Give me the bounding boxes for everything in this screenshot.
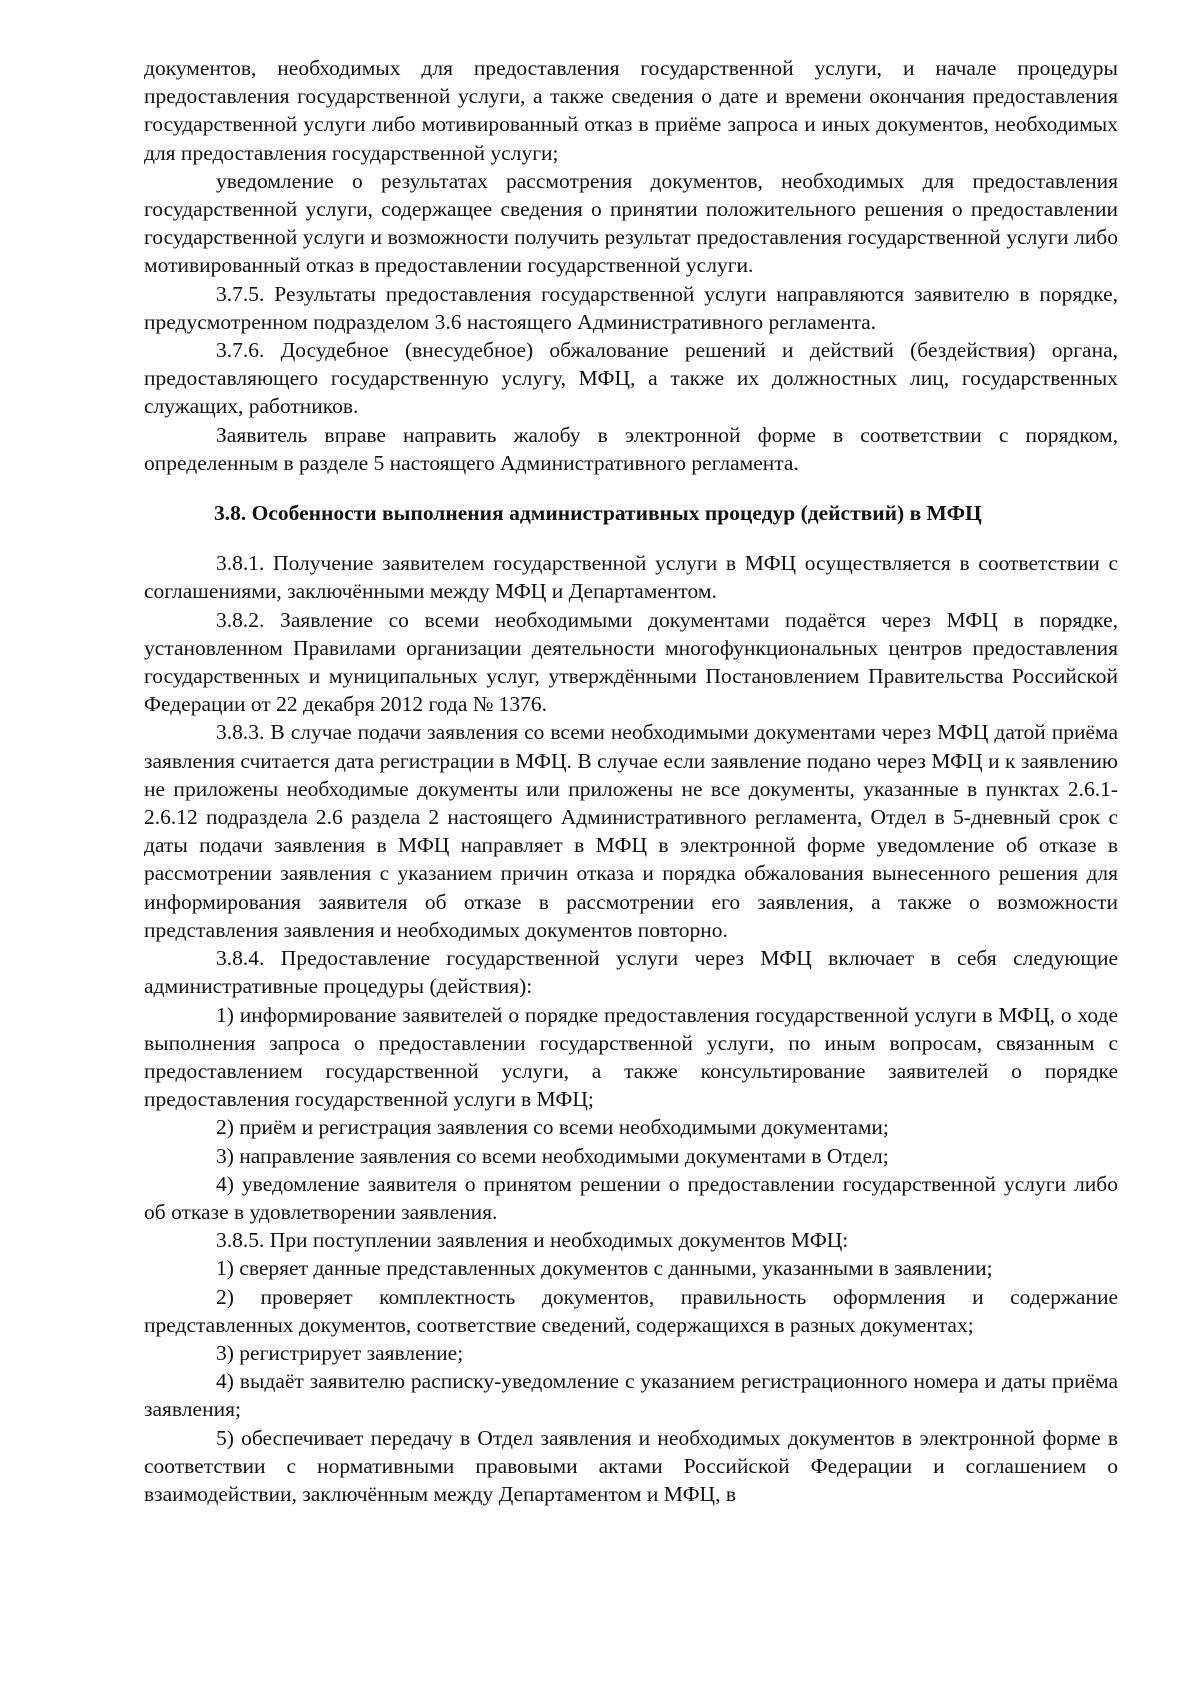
paragraph: 3.7.6. Досудебное (внесудебное) обжалование решений и действий (бездействия) органа, предоставляющего государственную услугу, МФЦ, а также их должностных лиц, государственных служащих, работников. bbox=[144, 338, 1118, 419]
paragraph: 3.8.5. При поступлении заявления и необходимых документов МФЦ: bbox=[216, 1228, 849, 1253]
list-item: 5) обеспечивает передачу в Отдел заявления и необходимых документов в электронной форме в соответствии с нормативными правовыми актами Российской Федерации и соглашением о взаимодействии, заключённым между Департаментом и МФЦ, в bbox=[144, 1425, 1118, 1506]
list-item: 2) приём и регистрация заявления со всеми необходимыми документами; bbox=[216, 1115, 889, 1140]
paragraph: документов, необходимых для предоставления государственной услуги, и начале процедуры предоставления государственной услуги, а также сведения о дате и времени окончания предоставления государственной услуги либо мотивированный отказ в приёме запроса и иных документов, необходимых для предоставления государственной услуги; bbox=[144, 56, 1118, 165]
list-item: 4) выдаёт заявителю расписку-уведомление с указанием регистрационного номера и даты приёма заявления; bbox=[144, 1369, 1118, 1422]
list-item: 2) проверяет комплектность документов, правильность оформления и содержание представленных документов, соответствие сведений, содержащихся в разных документах; bbox=[144, 1284, 1118, 1337]
paragraph: 3.8.1. Получение заявителем государственной услуги в МФЦ осуществляется в соответствии с соглашениями, заключёнными между МФЦ и Департаментом. bbox=[144, 551, 1118, 604]
list-item: 3) регистрирует заявление; bbox=[216, 1340, 464, 1365]
paragraph: уведомление о результатах рассмотрения документов, необходимых для предоставления государственной услуги, содержащее сведения о принятии положительного решения о предоставлении государственной услуги и возможности получить результат предоставления государственной услуги либо мотивированный отказ в предоставлении государственной услуги. bbox=[144, 168, 1118, 278]
paragraph: Заявитель вправе направить жалобу в электронной форме в соответствии с порядком, определенным в разделе 5 настоящего Административного регламента. bbox=[144, 422, 1118, 475]
document-page bbox=[144, 54, 1118, 1508]
paragraph: 3.7.5. Результаты предоставления государственной услуги направляются заявителю в порядке, предусмотренном подразделом 3.6 настоящего Административного регламента. bbox=[144, 281, 1118, 334]
section-heading: 3.8. Особенности выполнения административных процедур (действий) в МФЦ bbox=[214, 501, 982, 526]
list-item: 1) информирование заявителей о порядке предоставления государственной услуги в МФЦ, о ходе выполнения запроса о предоставлении государственной услуги, по иным вопросам, связанным с предоставлением государственной услуги, а также консультирование заявителей о порядке предоставления государственной услуги в МФЦ; bbox=[144, 1002, 1118, 1112]
list-item: 4) уведомление заявителя о принятом решении о предоставлении государственной услуги либо об отказе в удовлетворении заявления. bbox=[144, 1171, 1118, 1224]
paragraph: 3.8.2. Заявление со всеми необходимыми документами подаётся через МФЦ в порядке, установленном Правилами организации деятельности многофункциональных центров предоставления государственных и муниципальных услуг, утверждёнными Постановлением Правительства Российской Федерации от 22 декабря 2012 года № 1376. bbox=[144, 607, 1118, 717]
list-item: 3) направление заявления со всеми необходимыми документами в Отдел; bbox=[216, 1143, 889, 1168]
list-item: 1) сверяет данные представленных документов с данными, указанными в заявлении; bbox=[216, 1256, 993, 1281]
paragraph: 3.8.4. Предоставление государственной услуги через МФЦ включает в себя следующие административные процедуры (действия): bbox=[144, 946, 1118, 999]
paragraph: 3.8.3. В случае подачи заявления со всеми необходимыми документами через МФЦ датой приёма заявления считается дата регистрации в МФЦ. В случае если заявление подано через МФЦ и к заявлению не приложены необходимые документы или приложены не все документы, указанные в пунктах 2.6.1-2.6.12 подраздела 2.6 раздела 2 настоящего Административного регламента, Отдел в 5-дневный срок с даты подачи заявления в МФЦ направляет в МФЦ в электронной форме уведомление об отказе в рассмотрении заявления с указанием причин отказа и порядка обжалования вынесенного решения для информирования заявителя об отказе в рассмотрении его заявления, а также о возможности представления заявления и необходимых документов повторно. bbox=[144, 720, 1118, 942]
